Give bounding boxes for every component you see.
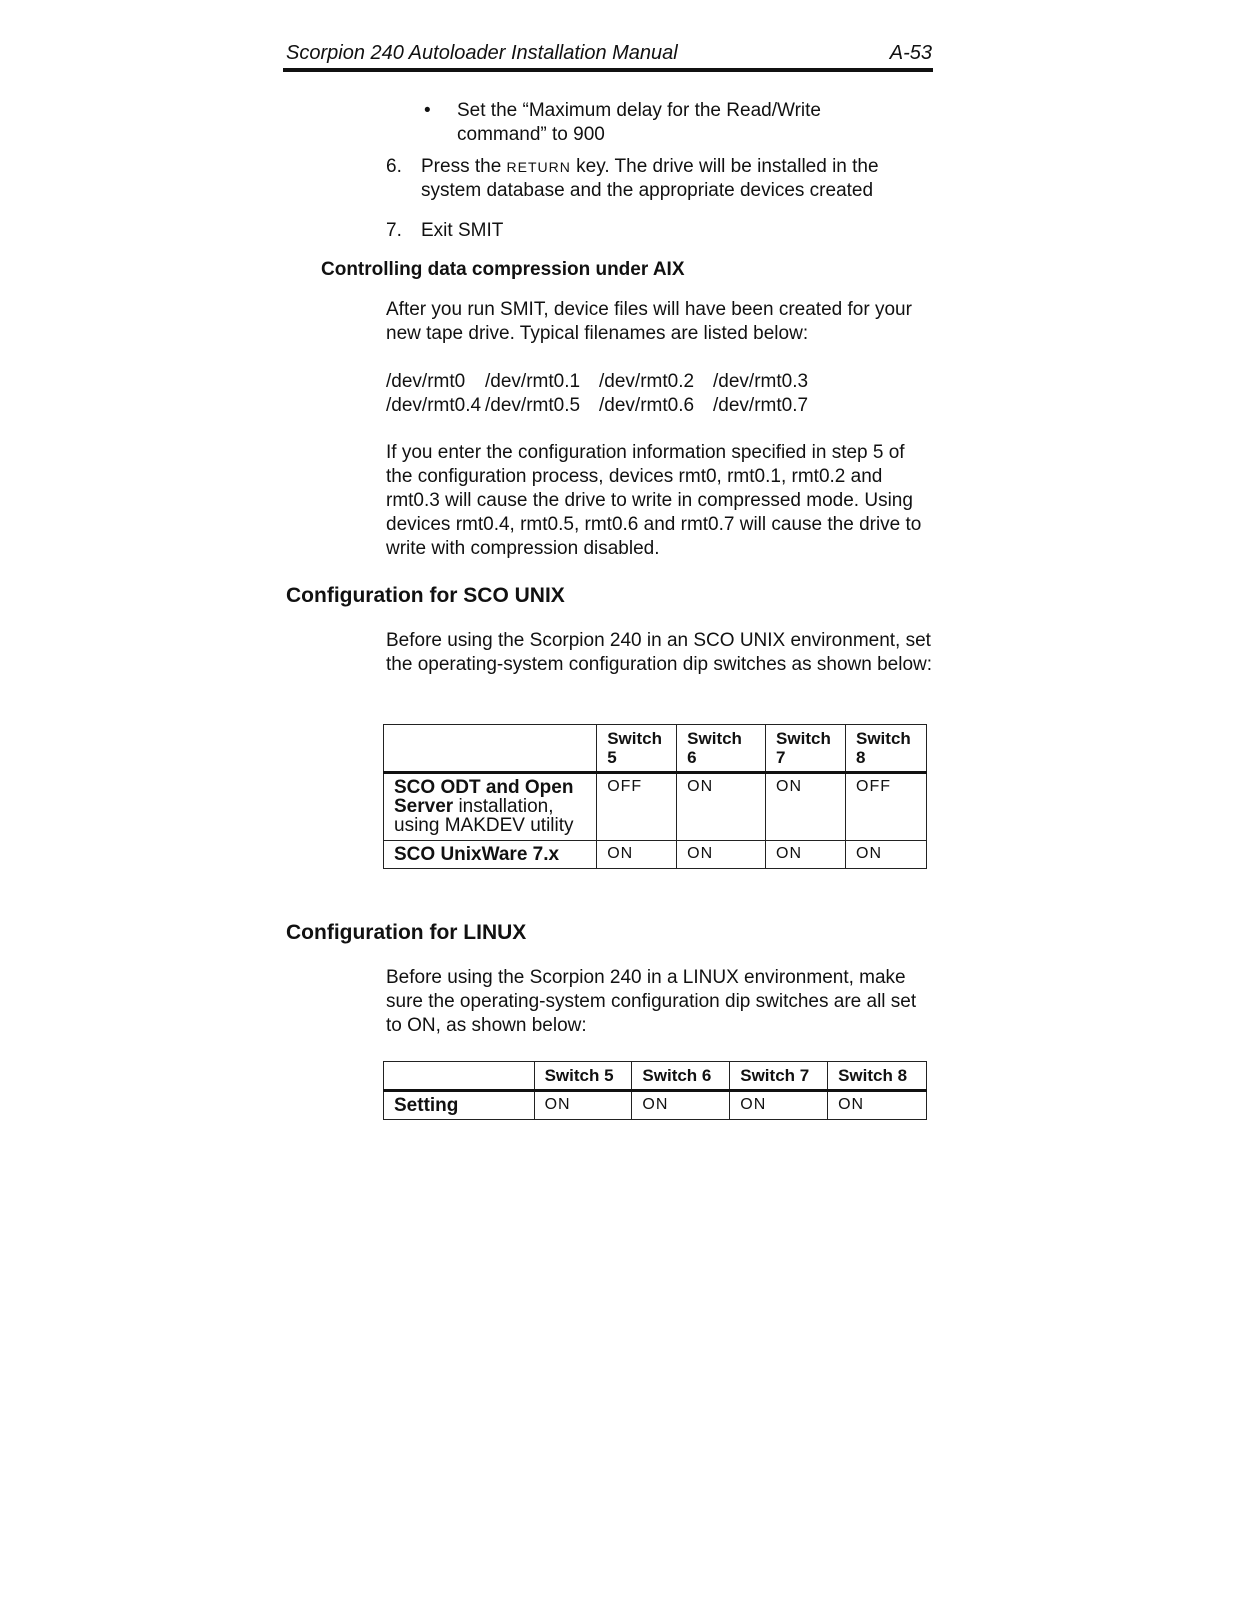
linux-switch-table (383, 1061, 927, 1120)
step-number: 7. (386, 220, 402, 241)
device-row (386, 394, 808, 418)
row-label: Setting (384, 1091, 535, 1120)
device-list (386, 370, 808, 418)
table-cell: ON (677, 773, 766, 841)
table-cell: ON (632, 1091, 730, 1120)
column-header: Switch 6 (632, 1062, 730, 1091)
bullet-symbol: • (424, 100, 431, 121)
table-corner-cell (384, 1062, 535, 1091)
step-7 (386, 219, 931, 243)
column-header: Switch 8 (846, 725, 927, 773)
table-cell: ON (766, 773, 846, 841)
table-row (384, 773, 927, 841)
device-name: /dev/rmt0.3 (713, 371, 809, 392)
page-number: A-53 (889, 42, 932, 64)
device-name: /dev/rmt0.1 (485, 371, 581, 392)
header-rule (283, 68, 933, 72)
aix-intro: After you run SMIT, device files will have been created for your new tape drive. Typical filenames are listed below: (386, 299, 912, 344)
device-row (386, 370, 808, 394)
table-cell: ON (597, 841, 677, 869)
device-name: /dev/rmt0.2 (599, 371, 695, 392)
device-name: /dev/rmt0.4 (386, 395, 482, 416)
bullet-text: Set the “Maximum delay for the Read/Write command” to 900 (457, 100, 821, 145)
table-cell: ON (766, 841, 846, 869)
return-key: RETURN (506, 159, 571, 175)
device-name: /dev/rmt0.5 (485, 395, 581, 416)
row-label: SCO UnixWare 7.x (384, 841, 597, 869)
column-header: Switch 7 (766, 725, 846, 773)
linux-heading: Configuration for LINUX (286, 921, 527, 944)
table-cell: ON (846, 841, 927, 869)
device-name: /dev/rmt0 (386, 371, 466, 392)
sco-switch-table (383, 724, 927, 869)
table-row (384, 1091, 927, 1120)
table-cell: ON (730, 1091, 828, 1120)
device-name: /dev/rmt0.7 (713, 395, 809, 416)
table-cell: ON (534, 1091, 632, 1120)
column-header: Switch 5 (534, 1062, 632, 1091)
header-title: Scorpion 240 Autoloader Installation Manual (286, 42, 678, 64)
table-cell: ON (828, 1091, 927, 1120)
aix-explanation: If you enter the configuration information specified in step 5 of the configuration process, devices rmt0, rmt0.1, rmt0.2 and rmt0.3 will cause the drive to write in compressed mode. Using devices rmt0.4, rmt0.5, rmt0.6 and rmt0.7 will cause the drive to write with compression disabled. (386, 442, 922, 559)
sco-heading: Configuration for SCO UNIX (286, 584, 565, 607)
page-header (286, 42, 932, 65)
table-cell: OFF (846, 773, 927, 841)
row-label: SCO ODT and Open Server installation, using MAKDEV utility (384, 773, 597, 841)
step-6 (386, 155, 931, 203)
column-header: Switch 5 (597, 725, 677, 773)
table-row (384, 841, 927, 869)
step-number: 6. (386, 156, 402, 177)
device-name: /dev/rmt0.6 (599, 395, 695, 416)
table-cell: ON (677, 841, 766, 869)
table-header-row (384, 725, 927, 773)
bullet-item (424, 99, 904, 147)
table-corner-cell (384, 725, 597, 773)
column-header: Switch 7 (730, 1062, 828, 1091)
column-header: Switch 6 (677, 725, 766, 773)
sco-intro: Before using the Scorpion 240 in an SCO UNIX environment, set the operating-system configuration dip switches as shown below: (386, 630, 933, 675)
aix-heading: Controlling data compression under AIX (321, 259, 685, 280)
table-cell: OFF (597, 773, 677, 841)
step-text: Exit SMIT (421, 220, 504, 241)
column-header: Switch 8 (828, 1062, 927, 1091)
linux-intro: Before using the Scorpion 240 in a LINUX environment, make sure the operating-system configuration dip switches are all set to ON, as shown below: (386, 967, 917, 1036)
table-header-row (384, 1062, 927, 1091)
step-text: Press the RETURN key. The drive will be installed in the system database and the appropriate devices created (421, 156, 879, 201)
